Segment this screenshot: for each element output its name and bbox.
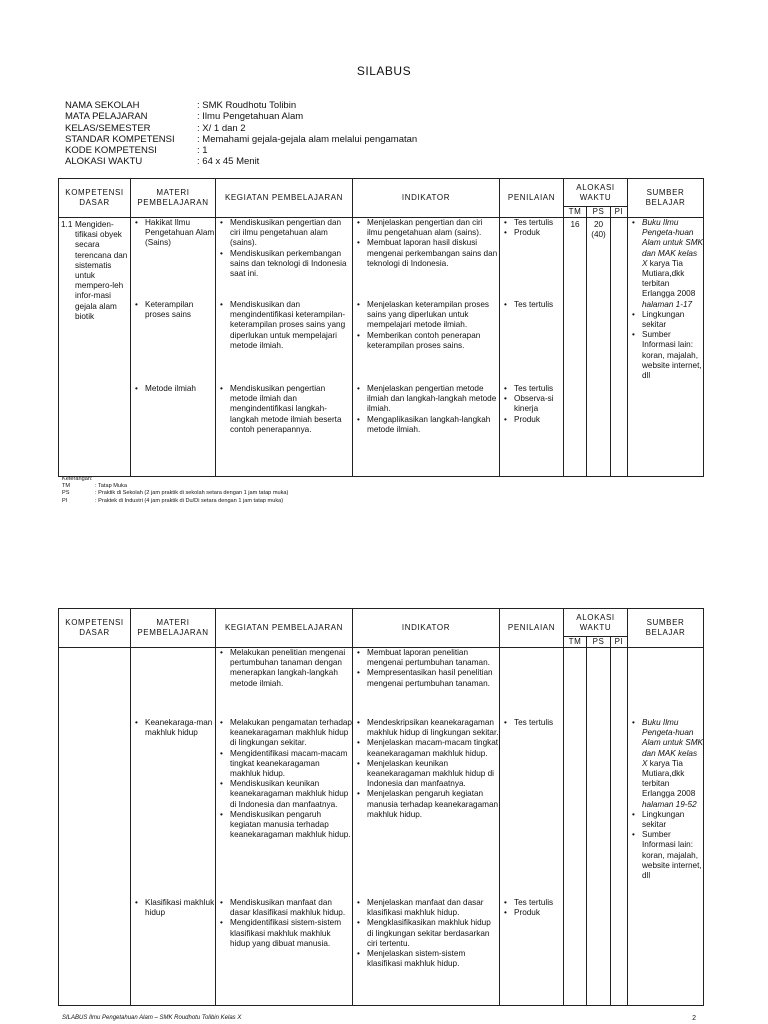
- ps-value: 20 (40): [591, 220, 606, 240]
- indikator-item: • Mempresentasikan hasil penelitian mengenai pertumbuhan tanaman.: [353, 668, 499, 688]
- page-title: SILABUS: [356, 64, 412, 78]
- info-label: NAMA SEKOLAH: [65, 100, 140, 111]
- sumber-item: • Lingkungan sekitar: [628, 810, 703, 830]
- header-penilaian: PENILAIAN: [500, 609, 564, 648]
- sumber-item: • Sumber Informasi lain: koran, majalah, website internet, dll: [628, 330, 703, 381]
- kegiatan-item: • Mengidentifikasi sistem-sistem klasifikasi makhluk makhluk hidup yang dibuat manusia.: [216, 918, 352, 949]
- header-sumber: SUMBER BELAJAR: [628, 179, 704, 218]
- indikator-item: • Mengaplikasikan langkah-langkah metode ilmiah.: [353, 415, 499, 435]
- page-footer: SILABUS Ilmu Pengetahuan Alam – SMK Roudhotu Tolibin Kelas X: [62, 1015, 242, 1021]
- info-row-standard: [65, 134, 417, 145]
- sumber-pages: halaman 1-17: [642, 299, 693, 309]
- sumber-item: • Sumber Informasi lain: koran, majalah, website internet, dll: [628, 830, 703, 881]
- penilaian-item: • Produk: [500, 228, 563, 238]
- header-pi: PI: [611, 207, 628, 218]
- penilaian-item: • Observa-si kinerja: [500, 394, 563, 414]
- sumber-book-title: Buku Ilmu Pengeta-huan Alam untuk SMK dan MAK kelas X: [642, 218, 703, 268]
- indikator-item: • Menjelaskan pengaruh kegiatan manusia terhadap keanekaragaman makhluk hidup.: [353, 789, 499, 820]
- pi-cell: [611, 648, 628, 1006]
- materi-item: • Keterampilan proses sains: [131, 300, 215, 320]
- header-indikator: INDIKATOR: [353, 179, 500, 218]
- kegiatan-item: • Mendiskusikan perkembangan sains dan teknologi di Indonesia saat ini.: [216, 249, 352, 280]
- sumber-item: [628, 218, 703, 310]
- notes: [62, 476, 288, 505]
- indikator-item: • Menjelaskan pengertian dan ciri ilmu pengetahuan alam (sains).: [353, 218, 499, 238]
- sumber-cell: [628, 648, 704, 1006]
- kegiatan-item: • Mendiskusikan pengaruh kegiatan manusia terhadap keanekaragaman makhluk hidup.: [216, 810, 352, 841]
- header-sumber: SUMBER BELAJAR: [628, 609, 704, 648]
- kegiatan-cell: [216, 648, 353, 1006]
- header-kegiatan: KEGIATAN PEMBELAJARAN: [216, 179, 353, 218]
- sumber-publisher: karya Tia Mutiara,dkk terbitan Erlangga 2008: [642, 758, 696, 799]
- indikator-item: • Membuat laporan hasil diskusi mengenai perkembangan sains dan teknologi di Indonesia.: [353, 238, 499, 269]
- header-kegiatan: KEGIATAN PEMBELAJARAN: [216, 609, 353, 648]
- info-label: KODE KOMPETENSI: [65, 145, 157, 157]
- sumber-publisher: karya Tia Mutiara,dkk terbitan Erlangga 2008: [642, 258, 696, 299]
- penilaian-item: • Tes tertulis: [500, 718, 563, 728]
- penilaian-item: • Produk: [500, 908, 563, 918]
- indikator-item: • Menjelaskan pengertian metode ilmiah dan langkah-langkah metode ilmiah.: [353, 384, 499, 415]
- kd-text: Mengiden-tifikasi obyek secara terencana dan sistematis untuk mempero-leh infor-masi gejala alam biotik: [75, 220, 128, 321]
- penilaian-item: • Tes tertulis: [500, 218, 563, 228]
- kegiatan-item: • Mendiskusikan manfaat dan dasar klasifikasi makhluk hidup.: [216, 898, 352, 918]
- syllabus-table-1: [58, 178, 704, 477]
- kd-cell: [59, 218, 131, 477]
- indikator-item: • Menjelaskan manfaat dan dasar klasifikasi makhluk hidup.: [353, 898, 499, 918]
- indikator-item: • Memberikan contoh penerapan keterampilan proses sains.: [353, 331, 499, 351]
- info-label: STANDAR KOMPETENSI: [65, 133, 175, 145]
- info-value: : Ilmu Pengetahuan Alam: [197, 111, 303, 122]
- tm-cell: [564, 218, 587, 477]
- kegiatan-item: • Mendiskusikan keunikan keanekaragaman makhluk hidup di Indonesia dan manfaatnya.: [216, 779, 352, 810]
- kegiatan-cell: [216, 218, 353, 477]
- page-number: 2: [692, 1015, 696, 1022]
- penilaian-cell: [500, 648, 564, 1006]
- header-alokasi: ALOKASI WAKTU: [564, 179, 628, 207]
- indikator-item: • Menjelaskan keterampilan proses sains yang diperlukan untuk mempelajari metode ilmiah.: [353, 300, 499, 331]
- header-kompetensi: KOMPETENSI DASAR: [59, 609, 131, 648]
- info-value: : 64 x 45 Menit: [197, 156, 259, 167]
- sumber-cell: [628, 218, 704, 477]
- notes-value: : Praktik di Sekolah (2 jam praktik di sekolah setara dengan 1 jam tatap muka): [95, 490, 288, 497]
- header-indikator: INDIKATOR: [353, 609, 500, 648]
- indikator-cell: [353, 218, 500, 477]
- info-row-school: [65, 100, 417, 111]
- header-kompetensi: KOMPETENSI DASAR: [59, 179, 131, 218]
- indikator-item: • Mengklasifikasikan makhluk hidup di lingkungan sekitar berdasarkan ciri tertentu.: [353, 918, 499, 949]
- sumber-book-title: Buku Ilmu Pengeta-huan Alam untuk SMK dan MAK kelas X: [642, 718, 703, 768]
- header-tm: TM: [564, 207, 587, 218]
- kd-number: 1.1: [61, 220, 73, 229]
- header-materi: MATERI PEMBELAJARAN: [131, 609, 216, 648]
- notes-label: PS: [62, 490, 70, 497]
- kegiatan-item: • Melakukan penelitian mengenai pertumbuhan tanaman dengan menerapkan langkah-langkah metode ilmiah.: [216, 648, 352, 689]
- info-row-subject: [65, 111, 417, 122]
- header-tm: TM: [564, 637, 587, 648]
- notes-row: [62, 483, 288, 490]
- kegiatan-item: • Melakukan pengamatan terhadap keanekaragaman makhluk hidup di lingkungan sekitar.: [216, 718, 352, 749]
- header-alokasi: ALOKASI WAKTU: [564, 609, 628, 637]
- pi-cell: [611, 218, 628, 477]
- info-value: : X/ 1 dan 2: [197, 123, 246, 134]
- ps-cell: [587, 218, 611, 477]
- info-label: KELAS/SEMESTER: [65, 122, 151, 134]
- penilaian-item: • Produk: [500, 415, 563, 425]
- info-value: : SMK Roudhotu Tolibin: [197, 100, 296, 111]
- info-row-class: [65, 123, 417, 134]
- kegiatan-item: • Mendiskusikan dan mengindentifikasi keterampilan-keterampilan proses sains yang diperlukan untuk mempelajari metode ilmiah.: [216, 300, 352, 351]
- kegiatan-item: • Mengidentifikasi macam-macam tingkat keanekaragaman makhluk hidup.: [216, 749, 352, 780]
- indikator-item: • Membuat laporan penelitian mengenai pertumbuhan tanaman.: [353, 648, 499, 668]
- info-value: : 1: [197, 145, 208, 156]
- penilaian-item: • Tes tertulis: [500, 384, 563, 394]
- kegiatan-item: • Mendiskusikan pengertian dan ciri ilmu pengetahuan alam (sains).: [216, 218, 352, 249]
- sumber-item: [628, 718, 703, 810]
- sumber-pages: halaman 19-52: [642, 799, 697, 809]
- penilaian-item: • Tes tertulis: [500, 300, 563, 310]
- indikator-cell: [353, 648, 500, 1006]
- info-label: ALOKASI WAKTU: [65, 156, 143, 168]
- header-ps: PS: [587, 637, 611, 648]
- info-row-code: [65, 145, 417, 156]
- penilaian-item: • Tes tertulis: [500, 898, 563, 908]
- notes-row: [62, 490, 288, 497]
- header-ps: PS: [587, 207, 611, 218]
- info-label: MATA PELAJARAN: [65, 111, 148, 123]
- header-pi: PI: [611, 637, 628, 648]
- indikator-item: • Menjelaskan keunikan keanekaragaman makhluk hidup di Indonesia dan manfaatnya.: [353, 759, 499, 790]
- header-penilaian: PENILAIAN: [500, 179, 564, 218]
- indikator-item: • Menjelaskan sistem-sistem klasifikasi makhluk hidup.: [353, 949, 499, 969]
- indikator-item: • Mendeskripsikan keanekaragaman makhluk hidup di lingkungan sekitar.: [353, 718, 499, 738]
- notes-heading: Keterangan:: [62, 476, 93, 482]
- indikator-item: • Menjelaskan macam-macam tingkat keanekaragaman makhluk hidup.: [353, 738, 499, 758]
- sumber-item: • Lingkungan sekitar: [628, 310, 703, 330]
- materi-item: • Keanekaraga-man makhluk hidup: [131, 718, 215, 738]
- tm-cell: [564, 648, 587, 1006]
- kegiatan-item: • Mendiskusikan pengertian metode ilmiah dan mengindentifikasi langkah-langkah metode ilmiah beserta contoh penerapannya.: [216, 384, 352, 435]
- materi-item: • Metode ilmiah: [131, 384, 215, 394]
- notes-row: [62, 498, 288, 505]
- kd-cell: [59, 648, 131, 1006]
- info-value: : Memahami gejala-gejala alam melalui pengamatan: [197, 134, 417, 145]
- materi-item: • Hakikat Ilmu Pengetahuan Alam (Sains): [131, 218, 215, 249]
- materi-cell: [131, 218, 216, 477]
- notes-label: PI: [62, 497, 68, 504]
- materi-cell: [131, 648, 216, 1006]
- tm-value: 16: [570, 220, 580, 229]
- syllabus-table-2: [58, 608, 704, 1006]
- notes-label: TM: [62, 483, 71, 490]
- school-info: [65, 100, 417, 168]
- materi-item: • Klasifikasi makhluk hidup: [131, 898, 215, 918]
- notes-value: : Praktek di Industri (4 jam praktik di Du/Di setara dengan 1 jam tatap muka): [95, 498, 283, 505]
- ps-cell: [587, 648, 611, 1006]
- penilaian-cell: [500, 218, 564, 477]
- info-row-time: [65, 156, 417, 167]
- notes-value: : Tatap Muka: [95, 483, 127, 490]
- header-materi: MATERI PEMBELAJARAN: [131, 179, 216, 218]
